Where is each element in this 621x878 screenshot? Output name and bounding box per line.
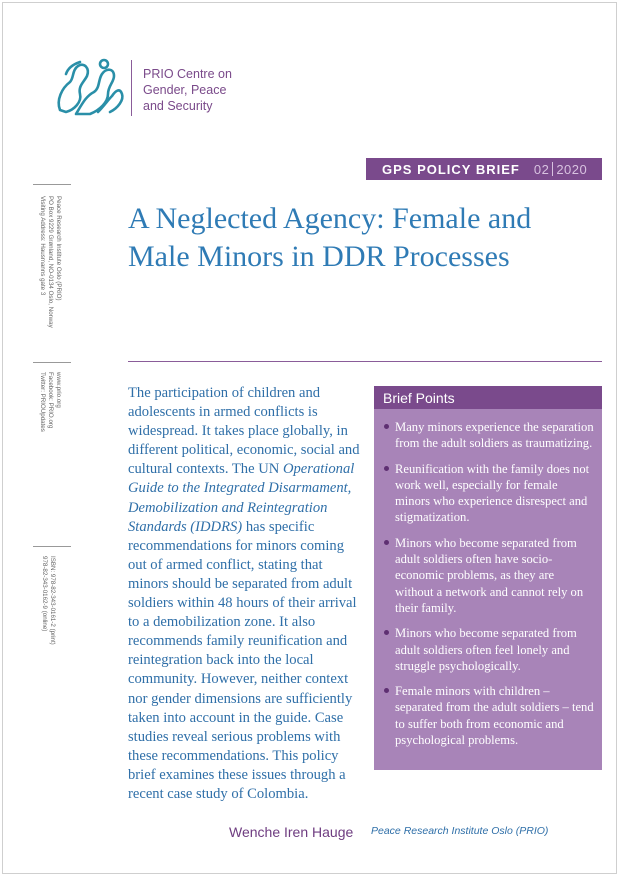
brief-point-text: Female minors with children – separated from the adult soldiers – tend to suffer both from economic and psychological problems.: [395, 684, 594, 748]
sidebar-line: PO Box 9229 Grønland, NO-0134 Oslo, Norway: [47, 196, 54, 328]
bullet-icon: [384, 630, 389, 635]
org-name-line: and Security: [143, 99, 213, 113]
page-title: [128, 200, 608, 276]
summary-rest: has specific recommendations for minors coming out of armed conflict, stating that minors should be separated from adult soldiers within 48 hours of their arrival to a demobilization zone. It also recommends family reunification and reintegration back into the local community. However, neither context nor gender dimensions are sufficiently taken into account in the guide. Case studies reveal serious problems with these recommendations. This policy brief examines these issues through a recent case study of Colombia.: [128, 518, 357, 802]
sidebar-line: Facebook: PRIO.org: [47, 372, 54, 429]
sidebar-web: [38, 372, 62, 432]
sidebar-line: Peace Research Institute Oslo (PRIO): [55, 196, 62, 301]
gps-logo-icon: [52, 52, 128, 122]
policy-brief-banner: [366, 158, 602, 180]
bullet-icon: [384, 466, 389, 471]
sidebar-line: ISBN: 978-82-343-0161-2 (print): [49, 556, 56, 645]
brief-point: [384, 535, 594, 616]
brief-point-text: Minors who become separated from adult soldiers often feel lonely and struggle psychologically.: [395, 626, 577, 673]
sidebar-address: [38, 196, 62, 328]
brief-points-list: [374, 409, 602, 748]
brief-point: [384, 461, 594, 526]
summary-paragraph: [128, 384, 364, 804]
sidebar-divider: [33, 184, 71, 185]
brief-point: [384, 683, 594, 748]
title-divider: [128, 361, 602, 362]
issue-number: 02: [533, 161, 550, 177]
author-name: Wenche Iren Hauge: [229, 824, 354, 840]
brief-points-heading: Brief Points: [374, 386, 602, 409]
org-name-line: PRIO Centre on: [143, 67, 232, 81]
sidebar-divider: [33, 362, 71, 363]
org-name-line: Gender, Peace: [143, 83, 227, 97]
brief-point: [384, 625, 594, 674]
series-label: GPS POLICY BRIEF: [382, 161, 520, 177]
bullet-icon: [384, 688, 389, 693]
logo-divider: [131, 60, 132, 116]
sidebar-line: 978-82-343-0162-9 (online): [41, 556, 48, 632]
sidebar-line: Visiting Address: Hausmanns gate 3: [39, 196, 46, 296]
brief-point-text: Minors who become separated from adult soldiers often have socio-economic problems, as they are without a network and cannot rely on their family.: [395, 535, 584, 615]
bullet-icon: [384, 424, 389, 429]
sidebar-line: www.prio.org: [55, 372, 62, 408]
bullet-icon: [384, 540, 389, 545]
title-line: Male Minors in DDR Processes: [128, 240, 510, 273]
brief-points-box: [374, 386, 602, 770]
org-name: [143, 66, 232, 114]
guide-title: Operational Guide to the Integrated Disarmament, Demobilization and Reintegration Standards (IDDRS): [128, 461, 355, 535]
brief-point-text: Many minors experience the separation from the adult soldiers as traumatizing.: [395, 420, 594, 451]
author-affiliation: Peace Research Institute Oslo (PRIO): [371, 825, 549, 837]
brief-point-text: Reunification with the family does not work well, especially for female minors who experience disrespect and stigmatization.: [395, 461, 590, 525]
summary-intro: The participation of children and adolescents in armed conflicts is widespread. It takes place globally, in different political, economic, social and cultural contexts. The UN: [128, 385, 360, 478]
sidebar-isbn: [40, 556, 56, 645]
brief-point: [384, 419, 594, 452]
sidebar-divider: [33, 546, 71, 547]
title-line: A Neglected Agency: Female and: [128, 202, 532, 235]
sidebar-line: Twitter: PRIOUpdates: [39, 372, 46, 432]
issue-separator: [552, 162, 553, 176]
issue-year: 2020: [556, 161, 588, 177]
